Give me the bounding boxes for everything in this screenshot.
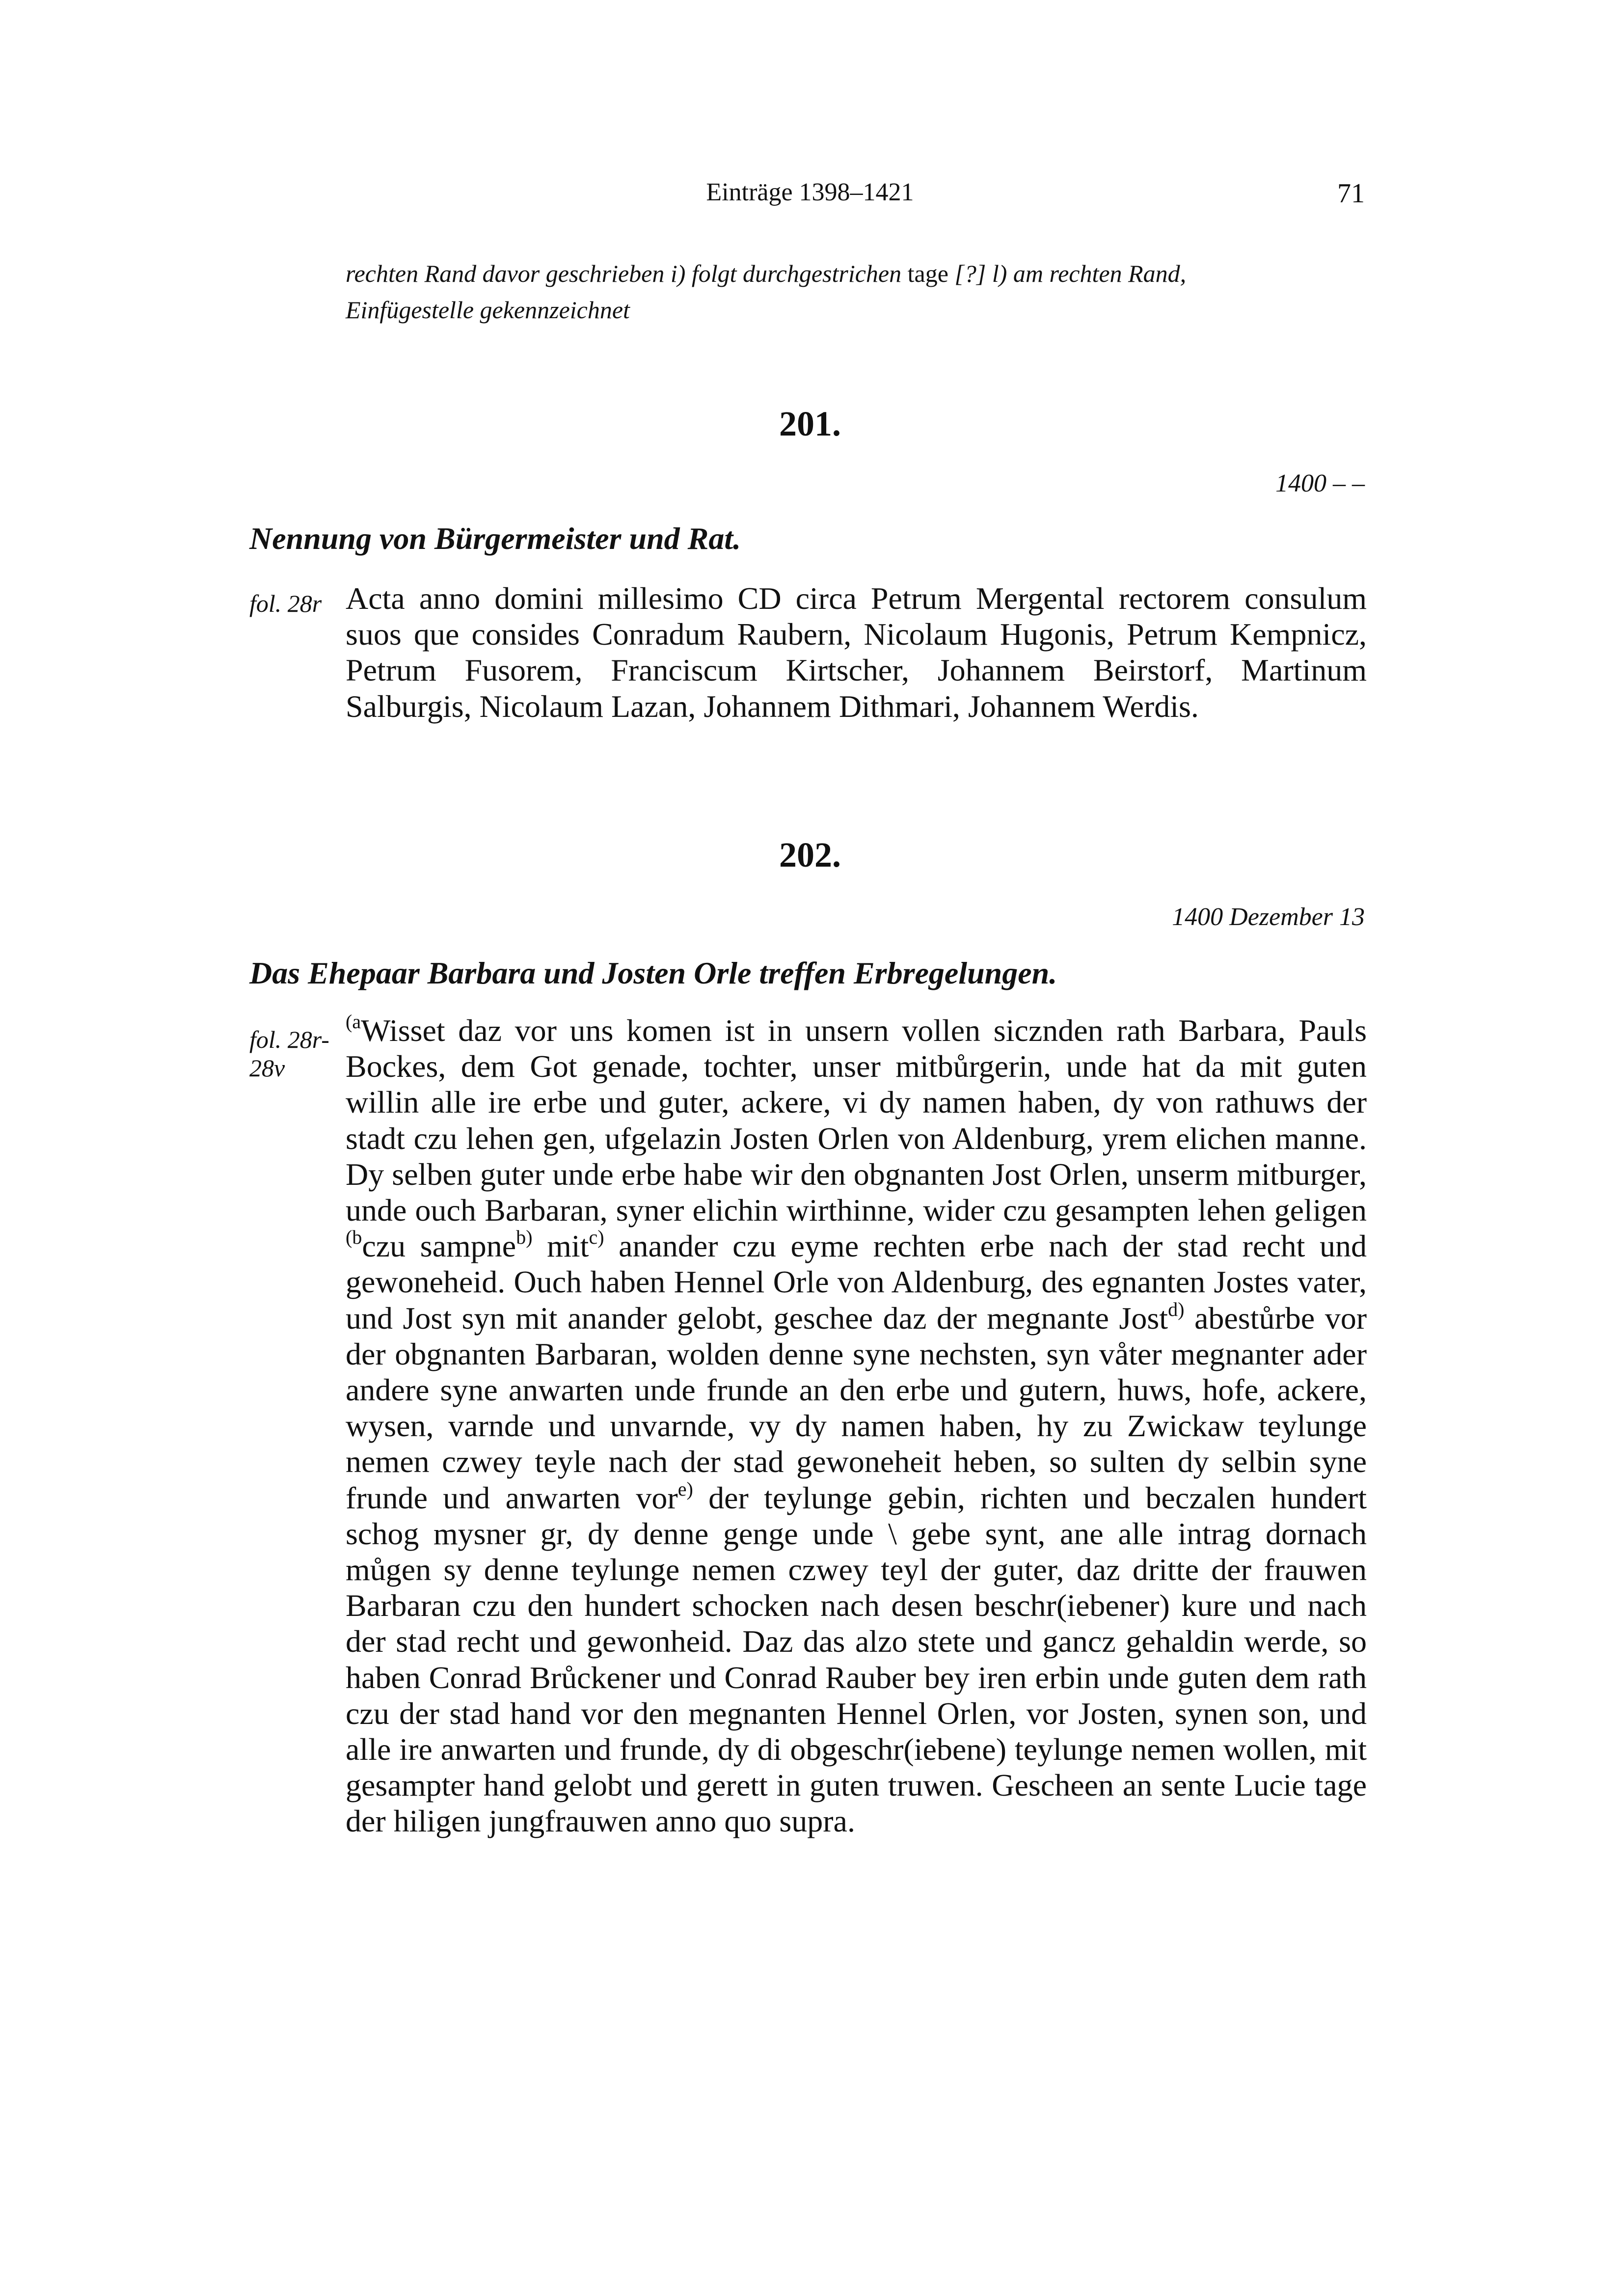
footnote-marker-e: e) [677, 1477, 693, 1500]
footnote-seg-1: rechten Rand davor geschrieben i) folgt durchgestrichen [346, 260, 908, 287]
entry-number-202: 202. [779, 835, 841, 875]
folio-ref-202: fol. 28r-28v [249, 1026, 329, 1082]
text-segment-6: der teylunge gebin, richten und beczalen hundert schog mysner gr, dy denne genge unde \ gebe synt, ane alle intrag dornach můgen sy denne teylunge nemen czwey teyl der guter, daz dritte der frauwen Barbaran czu den hundert schocken nach desen beschr(iebener) kure und nach der stad recht und gewonheid. Daz das alzo stete und gancz gehaldin werde, so haben Conrad Brůckener und Conrad Rauber bey iren erbin unde guten dem rath czu der stad hand vor den megnanten Hennel Orlen, vor Josten, synen son, und alle ire anwarten und frunde, dy di obgeschr(iebene) teylunge nemen wollen, mit gesampter hand gelobt und gerett in guten truwen. Gescheen an sente Lucie tage der hiligen jungfrauwen anno quo supra. [346, 1480, 1367, 1839]
entry-date-202: 1400 Dezember 13 [1172, 903, 1365, 931]
text-segment-2: czu sampne [362, 1229, 516, 1264]
footnote-marker-a: (a [346, 1011, 361, 1033]
entry-text-202 [346, 1012, 1367, 1839]
footnote-marker-d: d) [1168, 1298, 1185, 1320]
entry-title-202: Das Ehepaar Barbara und Josten Orle treffen Erbregelungen. [249, 956, 1057, 990]
text-segment-4: anander czu eyme rechten erbe nach der stad recht und gewoneheid. Ouch haben Hennel Orle von Aldenburg, des egnanten Jostes vater, und Jost syn mit anander gelobt, geschee daz der megnante Jost [346, 1229, 1367, 1336]
footnote-marker-b-open: (b [346, 1226, 362, 1249]
footnote-seg-3: [?] l) am rechten Rand, [948, 260, 1187, 287]
footnote-marker-c: c) [589, 1226, 604, 1249]
footnote-seg-4: Einfügestelle gekennzeichnet [346, 296, 630, 324]
footnote-carryover [346, 255, 1367, 328]
text-segment-5: abestůrbe vor der obgnanten Barbaran, wolden denne syne nechsten, syn våter megnanter ader andere syne anwarten unde frunde an den erbe und gutern, huws, hofe, ackere, wysen, varnde und unvarnde, vy dy namen haben, hy zu Zwickaw teylunge nemen czwey teyle nach der stad gewoneheit heben, so sulten dy selbin syne frunde und anwarten vor [346, 1300, 1367, 1515]
footnote-line-1 [346, 255, 1367, 292]
footnote-line-2 [346, 292, 1367, 328]
entry-number-201: 201. [779, 404, 841, 443]
entry-title-201: Nennung von Bürgermeister und Rat. [249, 521, 741, 556]
entry-text-201: Acta anno domini millesimo CD circa Petrum Mergental rectorem consulum suos que consides Conradum Raubern, Nicolaum Hugonis, Petrum Kempnicz, Petrum Fusorem, Franciscum Kirtscher, Johannem Beirstorf, Martinum Salburgis, Nicolaum Lazan, Johannem Dithmari, Johannem Werdis. [346, 581, 1367, 724]
page-number: 71 [1337, 178, 1365, 209]
footnote-seg-2: tage [907, 260, 948, 287]
text-segment-1: Wisset daz vor uns komen ist in unsern vollen sicznden rath Barbara, Pauls Bockes, dem Got genade, tochter, unser mitbůrgerin, unde hat da mit guten willin alle ire erbe und guter, ackere, vi dy namen haben, dy von rathuws der stadt czu lehen gen, ufgelazin Josten Orlen von Aldenburg, yrem elichen manne. Dy selben guter unde erbe habe wir den obgnanten Jost Orlen, unserm mitburger, unde ouch Barbaran, syner elichin wirthinne, wider czu gesampten lehen geligen [346, 1013, 1367, 1228]
entry-date-201: 1400 – – [1275, 469, 1365, 497]
folio-ref-201: fol. 28r [249, 590, 322, 617]
running-title: Einträge 1398–1421 [706, 178, 914, 206]
footnote-marker-b-close: b) [516, 1226, 533, 1249]
text-segment-3: mit [532, 1229, 589, 1264]
